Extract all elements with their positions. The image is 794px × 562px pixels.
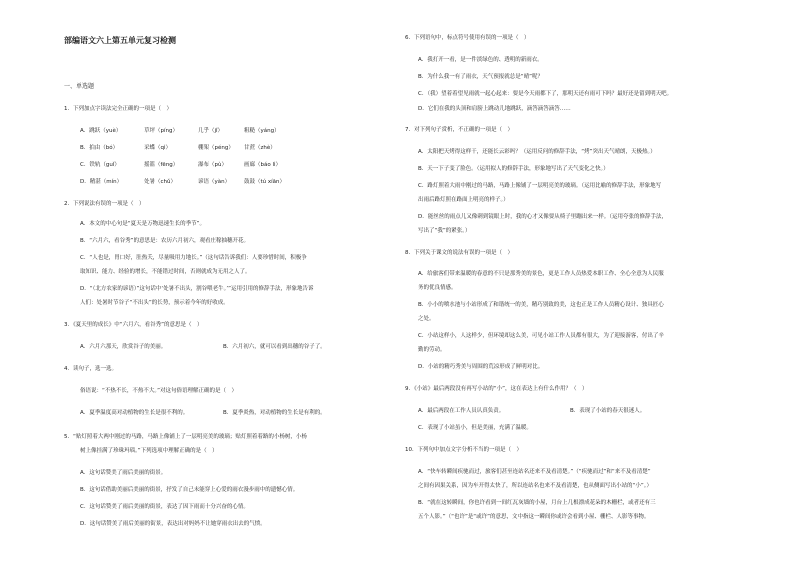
q1-option-c3: 瀑布（pù） — [198, 162, 227, 168]
q8-line: A．给旅客们带来温暖的春意的不只是那秀美的景色，更是工作人员热爱本职工作、全心全意为人民服 — [418, 271, 664, 277]
q3-option-b: B．六月初六，就可以看到出穗的谷子了。 — [223, 344, 326, 350]
q4-sentence: 俗语说：“不热不长，不热不大。”对这句俗语理解正确的是（ ） — [80, 388, 237, 394]
q9-stem: 9．《小站》最后两段没有再写小站的“小”，这在表达上有什么作用？（ ） — [405, 386, 588, 392]
q8-line: B．小小的喷水池与小站形成了和谐统一的美，精巧别致的美，这也正是工作人员精心设计、独具匠心 — [418, 302, 664, 308]
q7-line: B．天一下子变了脸色。（运用拟人的修辞手法，形象地写出了天气变化之快。） — [418, 166, 609, 172]
q8-line: 勤的劳动。 — [418, 347, 446, 353]
q8-stem: 8．下列关于课文的说法有误的一项是（ ） — [405, 250, 514, 256]
q2-line: 人们：处暑时节谷子“不出头”的长势，预示着今年的好收成。 — [80, 300, 229, 306]
page-title: 部编语文六上第五单元复习检测 — [64, 36, 176, 45]
q2-line: D．“（北方农家的谚语）”这句话中‘处暑不出头，割谷喂老牛。’”运用引用的修辞手法，形象地告诉 — [80, 286, 314, 292]
q10-line: 五个人影。”（“也许”是“或许”的意思，文中指这一瞬间你或许会看到小屋、栅栏、人影等事物。 — [418, 514, 650, 520]
q8-line: 之处。 — [418, 316, 435, 322]
q1-option-a2: 草坪（píng） — [144, 128, 178, 134]
q6-option-c: C．（我）望着着望见雨就一起心起来：要是今天雨都下了，那明天还有雨可下吗？最好还是留到明天吧。 — [418, 91, 673, 97]
q10-line: B．“就在这转瞬间，你也许看到一间红瓦灰墙的小屋，月台上几根漂成花朵的木栅栏，或者还有三 — [418, 500, 656, 506]
q3-stem: 3．《夏天里的成长》中“六月六，看谷秀”的意思是（ ） — [64, 322, 203, 328]
q1-option-d1: D．精湛（mín） — [80, 179, 123, 185]
q1-option-a1: A．跳跃（yuè） — [80, 128, 122, 134]
q5-option-a: A．这句话赞美了雨后美丽的街景。 — [80, 470, 167, 476]
q4-option-a: A．夏季温度高对动植物的生长是很不利的。 — [80, 410, 189, 416]
q1-stem: 1．下列加点字读法完全正确的一项是（ ） — [64, 106, 173, 112]
q10-line: A．“快车转瞬间疾驰而过，旅客们甚至连站名还来不及看清楚。”（“疾驰而过”和“来不及看清楚” — [418, 469, 651, 475]
q1-option-c2: 摇篮（fēng） — [144, 162, 179, 168]
q1-option-d3: 谚语（yàn） — [198, 179, 231, 185]
q6-stem: 6．下列语句中，标点符号使用有误的一项是（ ） — [405, 35, 530, 41]
q5-option-c: C．这句话赞美了雨后美丽的街景，表达了因下雨而十分兴奋的心情。 — [80, 504, 249, 510]
q2-stem: 2．下列说法有误的一项是（ ） — [64, 201, 145, 207]
section-heading: 一、单选题 — [64, 83, 95, 90]
q8-line: 务的优良情感。 — [418, 285, 457, 291]
q10-stem: 10．下列句中加点文字分析不当的一项是（ ） — [405, 447, 523, 453]
q1-option-a4: 粗糙（yáng） — [244, 128, 280, 134]
q2-line: C．“人也是，胃口好，肚热夭，尽量吸用力地长。”（这句话告诉我们：人要珍惜时间，积极争 — [80, 255, 307, 261]
q6-option-b: B．为什么我一有了雨衣，天气预报就总是“晴”呢？ — [418, 74, 543, 80]
q9-option-c: C．表现了小站虽小，但是美丽，充满了温暖。 — [418, 425, 532, 431]
q7-line: 出雨后路灯照在路面上明亮的样子。） — [418, 197, 509, 203]
q1-option-b3: 棚架（péng） — [198, 145, 234, 151]
q8-line: D．小站的精巧秀美与周围的荒凉形成了鲜明对比。 — [418, 364, 544, 370]
q2-line: 取知识、能力、经验的增长，不能错过时间，否则就成为无用之人了。 — [80, 269, 251, 275]
q7-stem: 7．对下列句子赏析，不正确的一项是（ ） — [405, 127, 514, 133]
q3-option-a: A．六月六那天，欣赏谷子的美丽。 — [80, 344, 167, 350]
q7-line: A．太阳把天烤得这样干，还能长云彩吗？（运用反问的修辞手法，“烤”突出天气晴朗，天极热。） — [418, 149, 656, 155]
q1-option-d2: 处暑（chǔ） — [144, 179, 176, 185]
q1-option-b4: 甘蔗（zhè） — [244, 145, 276, 151]
q9-option-b: B．表现了小站的春天很迷人。 — [570, 408, 646, 414]
q7-line: 写出了“我”的紧张。） — [418, 228, 471, 234]
q7-line: D．能丝丝的雨点儿又像刺到镜眼上时，我的心才又像要从椅子里蹦出来一样。（运用夸张的修辞手法， — [418, 214, 667, 220]
q2-line: B．“六月六，看谷秀”的意思是：农历六月初六，观看庄稼抽穗开花。 — [80, 238, 249, 244]
q2-line: A．本文的中心句是“夏天是万物迅速生长的季节”。 — [80, 221, 205, 227]
q5-stem-cont: 树上像挂满了珍珠玛瑙。”下列选项中理解正确的是（ ） — [80, 448, 218, 454]
q10-line: 之间有因果关系，因为车开得太快了，所以连站名也来不及看清楚，也从侧面写出小站的“小”。） — [418, 483, 652, 489]
q8-line: C．小站这样小，人这样少，但环境却这么美，可见小站工作人员都有很大，为了迎接游客，付出了辛 — [418, 333, 664, 339]
q4-option-b: B．夏季炎热，对动植物的生长是有利的。 — [223, 410, 326, 416]
q6-option-a: A．我打开一看，是一件淡绿色的、透明的新雨衣。 — [418, 57, 543, 63]
q5-option-b: B．这句话借助美丽后美丽的街景，抒发了自己未能穿上心爱的雨衣漫步雨中的遗憾心情。 — [80, 487, 299, 493]
q7-line: C．路灯照着大雨中刚过的马路，马路上像铺了一层明亮美的玻璃。（运用比喻的修辞手法，形象地写 — [418, 183, 662, 189]
q1-option-a3: 几乎（jǐ） — [198, 128, 224, 134]
q5-option-d: D．这句话赞美了雨后美丽的街景，表达出对妈妈不让她穿雨衣出去的气愤。 — [80, 521, 266, 527]
q1-option-c4: 画廊（báo lì） — [244, 162, 282, 168]
q1-option-b2: 采蝶（qì） — [144, 145, 172, 151]
q5-stem: 5．“贴灯照着大两中刚过的马路，马路上像铺上了一层明亮美的玻璃；贴灯照着着路的小杨树，小杨 — [64, 434, 307, 440]
q9-option-a: A．最后两段在工作人员认真负责。 — [418, 408, 505, 414]
q1-option-d4: 鼓鼓（tú xíān） — [244, 179, 286, 185]
q1-option-c1: C．铁轨（guǐ） — [80, 162, 120, 168]
q6-option-d: D．它们在我的头顶和肩膀上跳动儿地跳跃，滴答滴答滴答…… — [418, 106, 571, 112]
q4-stem: 4．读句子，选一选。 — [64, 366, 117, 372]
q1-option-b1: B．拍由（bó） — [80, 145, 119, 151]
